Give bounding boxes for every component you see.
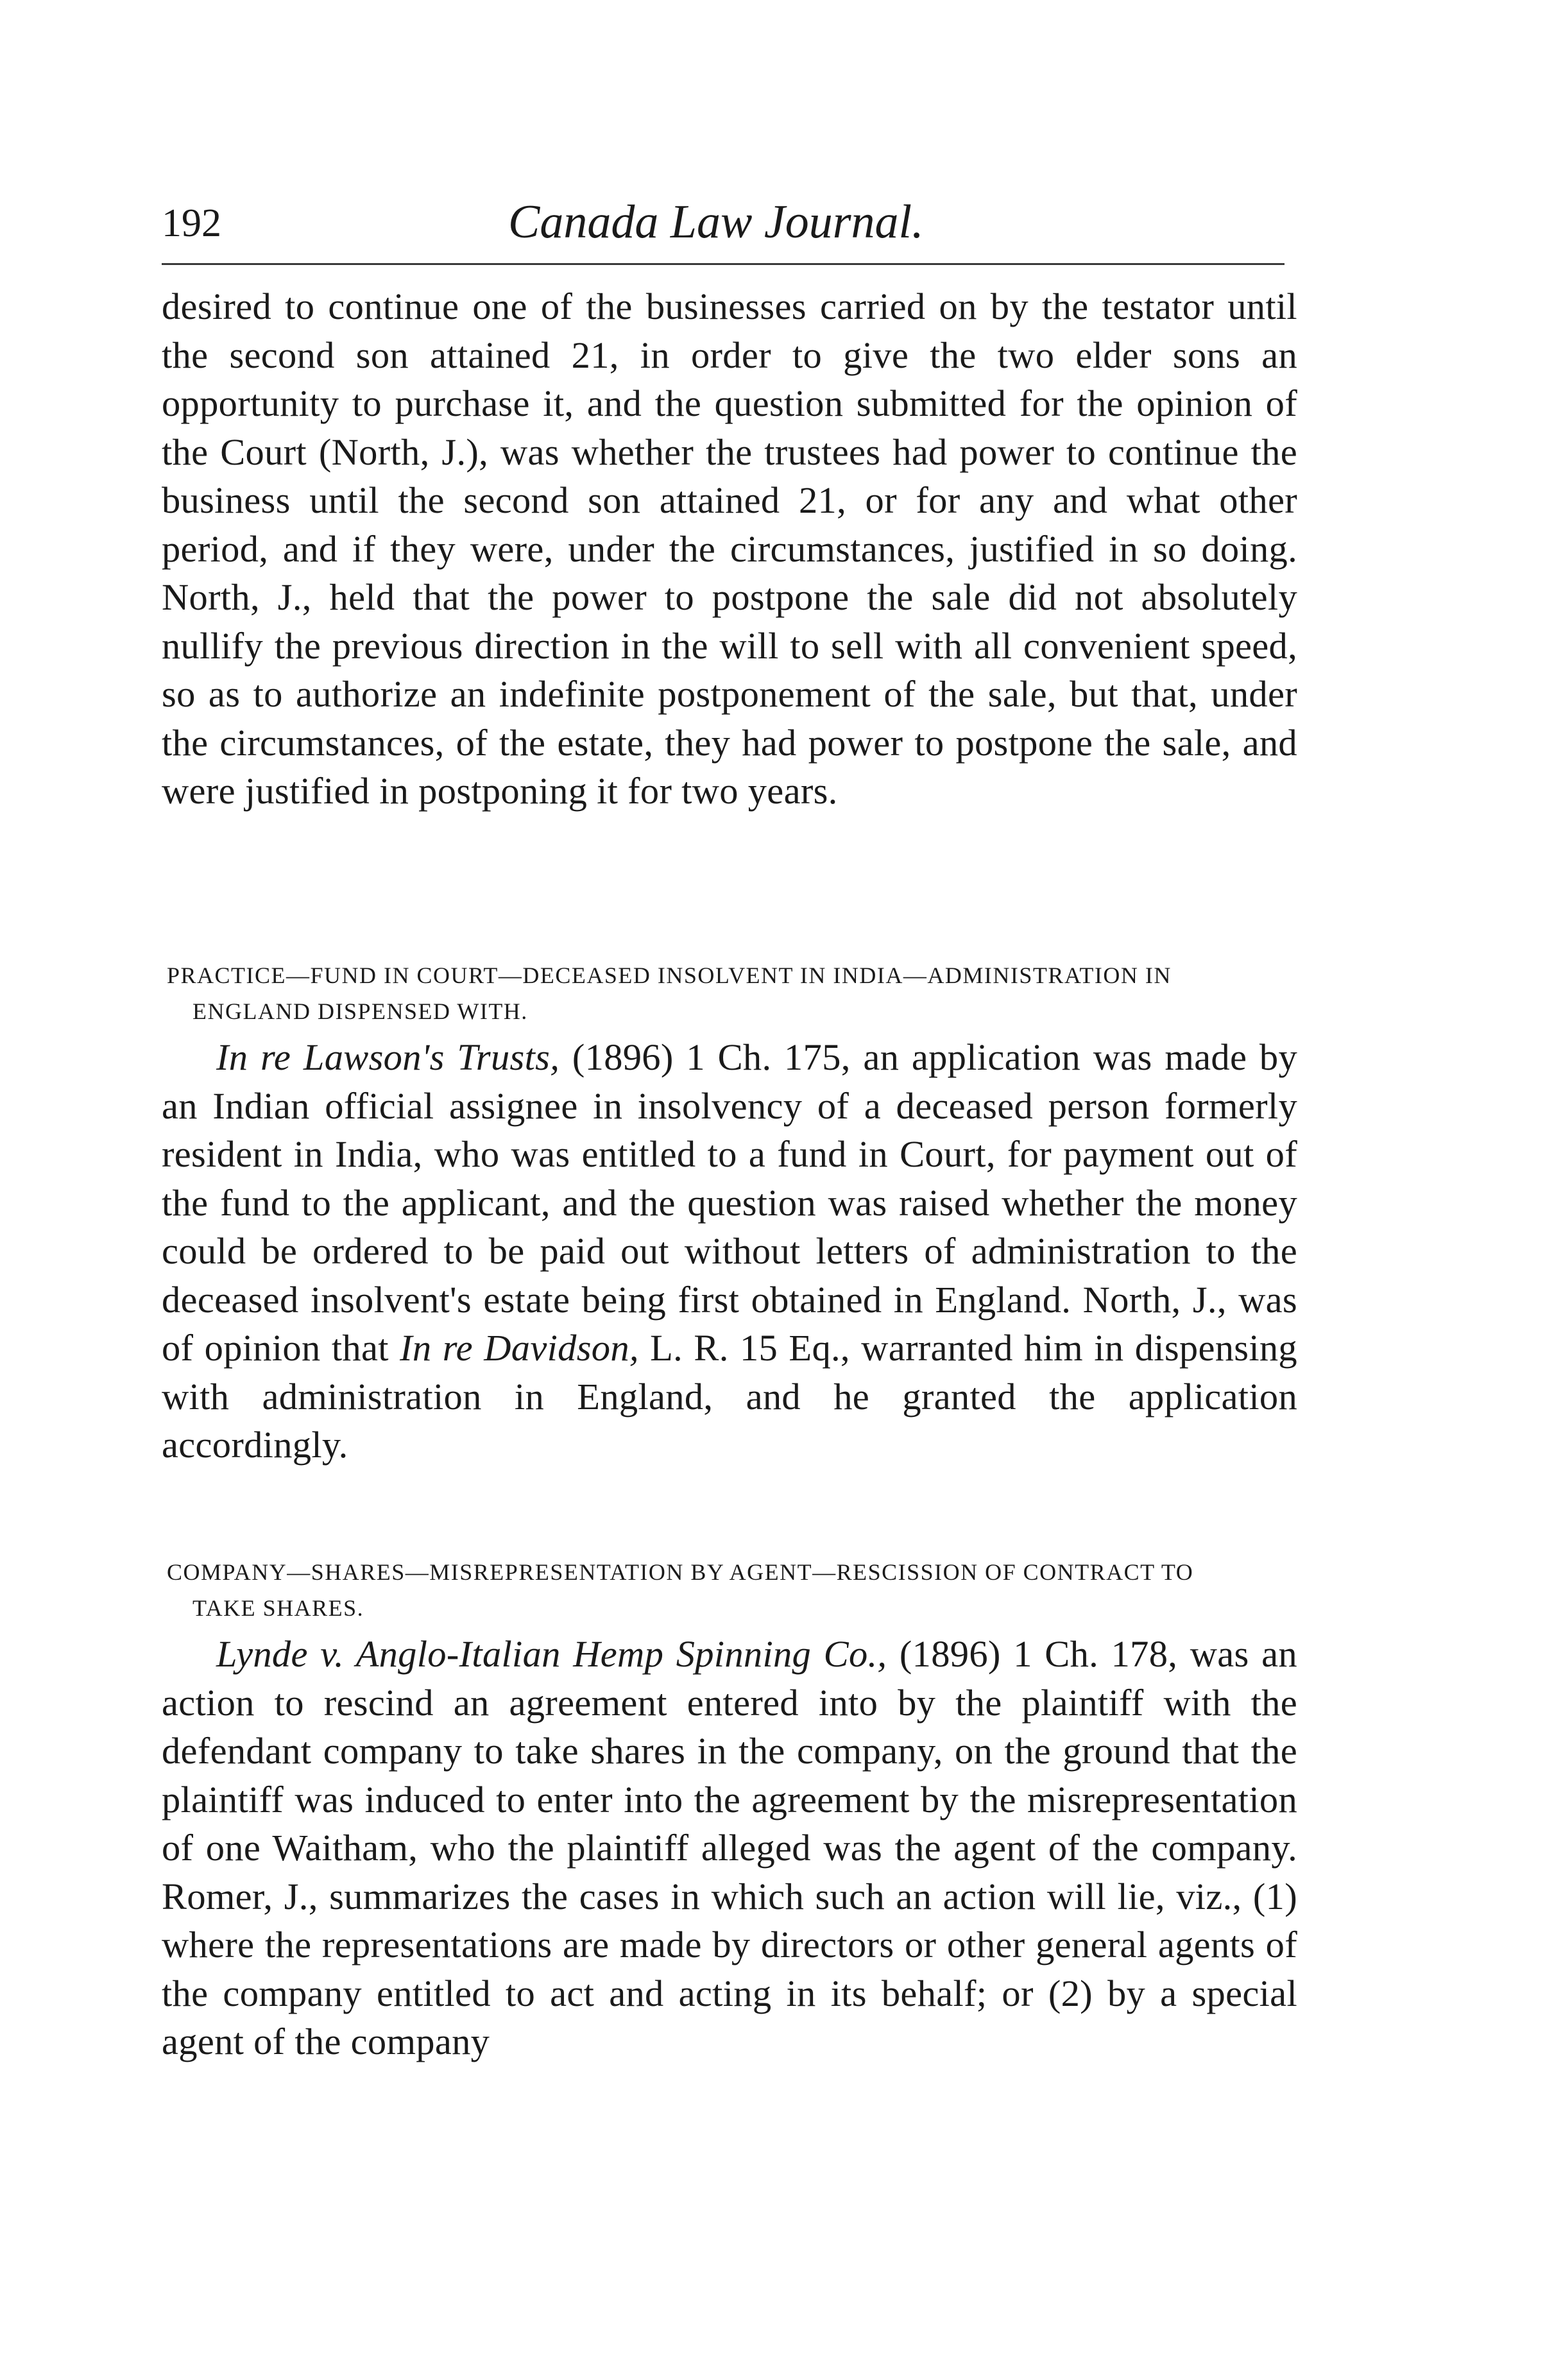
case-name-lynde: Lynde v. Anglo-Italian Hemp Spinning Co.,: [216, 1633, 887, 1675]
paragraph-lynde: [162, 1630, 1297, 2066]
paragraph-lynde-text: (1896) 1 Ch. 178, was an action to rescind an agreement entered into by the plaintiff with the defendant company to take shares in the company, on the ground that the plaintiff was induced to enter into the agreement by the misrepresentation of one Waitham, who the plaintiff alleged was the agent of the company. Romer, J., summarizes the cases in which such an action will lie, viz., (1) where the representations are made by directors or other general agents of the company entitled to act and acting in its behalf; or (2) by a special agent of the company: [162, 1633, 1297, 2062]
page-number: 192: [162, 201, 221, 245]
heading-practice-line2: ENGLAND DISPENSED WITH.: [192, 998, 528, 1024]
section-lawsons-trusts: [162, 1033, 1297, 1469]
section-continuation: [162, 282, 1297, 816]
paragraph-lawsons-part2: L. R. 15 Eq., warranted him in dispensing with administration in England, and he granted the application accordingly.: [162, 1327, 1297, 1466]
case-name-lawsons-trusts: In re Lawson's Trusts,: [216, 1036, 560, 1078]
heading-practice-line1: PRACTICE—FUND IN COURT—DECEASED INSOLVENT IN INDIA—ADMINISTRATION IN: [167, 963, 1172, 988]
section-lynde: [162, 1630, 1297, 2066]
paragraph-trustees-business: desired to continue one of the businesses carried on by the testator until the second son attained 21, in order to give the two elder sons an opportunity to purchase it, and the question submitted for the opinion of the Court (North, J.), was whether the trustees had power to continue the business until the second son attained 21, or for any and what other period, and if they were, under the circumstances, justified in so doing. North, J., held that the power to postpone the sale did not absolutely nullify the previous direction in the will to sell with all convenient speed, so as to authorize an indefinite postponement of the sale, but that, under the circumstances, of the estate, they had power to postpone the sale, and were justified in postponing it for two years.: [162, 286, 1297, 812]
case-name-davidson: In re Davidson,: [400, 1327, 639, 1369]
heading-company-line2: TAKE SHARES.: [192, 1595, 364, 1621]
section-heading-company: [167, 1554, 1296, 1626]
heading-company-line1: COMPANY—SHARES—MISREPRESENTATION BY AGENT—RESCISSION OF CONTRACT TO: [167, 1559, 1194, 1585]
page-header: [162, 193, 1285, 265]
section-heading-practice: [167, 957, 1296, 1029]
journal-title: Canada Law Journal.: [508, 196, 924, 248]
paragraph-lawsons-trusts: [162, 1033, 1297, 1469]
paragraph-lawsons-part1: (1896) 1 Ch. 175, an application was made by an Indian official assignee in insolvency of a deceased person formerly resident in India, who was entitled to a fund in Court, for payment out of the fund to the applicant, and the question was raised whether the money could be ordered to be paid out without letters of administration to the deceased insolvent's estate being first obtained in England. North, J., was of opinion that: [162, 1036, 1297, 1369]
